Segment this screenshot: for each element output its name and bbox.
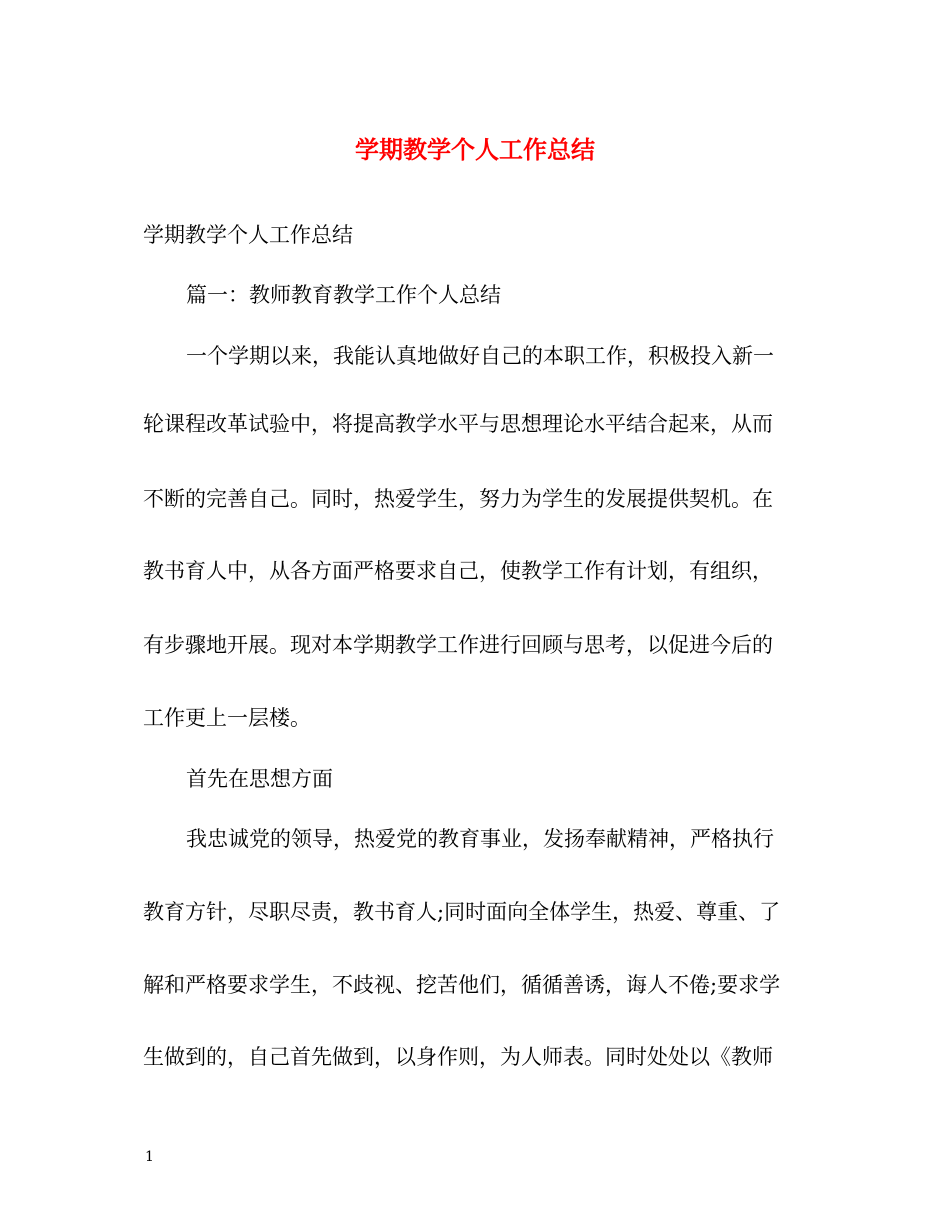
section-heading: 首先在思想方面 xyxy=(186,767,333,791)
paragraph-line: 我忠诚党的领导，热爱党的教育事业，发扬奉献精神，严格执行 xyxy=(186,827,774,851)
page-number: 1 xyxy=(145,1149,154,1165)
paragraph-line: 一个学期以来，我能认真地做好自己的本职工作，积极投入新一 xyxy=(186,344,774,368)
paragraph-line: 解和严格要求学生，不歧视、挖苦他们，循循善诱，诲人不倦;要求学 xyxy=(143,973,781,997)
paragraph-line: 生做到的，自己首先做到，以身作则，为人师表。同时处处以《教师 xyxy=(143,1045,773,1069)
section-heading: 篇一：教师教育教学工作个人总结 xyxy=(186,283,501,307)
subtitle-line: 学期教学个人工作总结 xyxy=(143,223,353,247)
paragraph-line: 轮课程改革试验中，将提高教学水平与思想理论水平结合起来，从而 xyxy=(143,412,773,436)
paragraph-line: 工作更上一层楼。 xyxy=(143,706,311,730)
paragraph-line: 不断的完善自己。同时，热爱学生，努力为学生的发展提供契机。在 xyxy=(143,487,773,511)
paragraph-line: 有步骤地开展。现对本学期教学工作进行回顾与思考，以促进今后的 xyxy=(143,633,773,657)
paragraph-line: 教育方针，尽职尽责，教书育人;同时面向全体学生，热爱、尊重、了 xyxy=(143,900,781,924)
paragraph-line: 教书育人中，从各方面严格要求自己，使教学工作有计划，有组织， xyxy=(143,559,773,583)
document-title: 学期教学个人工作总结 xyxy=(355,135,595,164)
